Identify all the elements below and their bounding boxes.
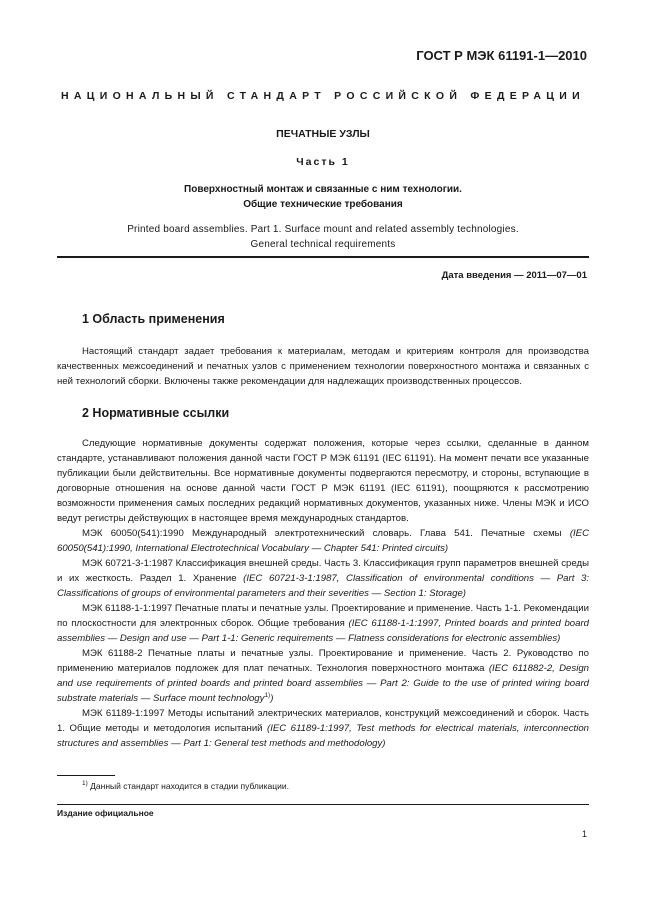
- document-subtitle: [57, 182, 589, 212]
- edition-divider: [57, 804, 589, 805]
- national-standard-line: НАЦИОНАЛЬНЫЙ СТАНДАРТ РОССИЙСКОЙ ФЕДЕРАЦИИ: [61, 90, 585, 102]
- reference-item: [57, 646, 589, 706]
- section-2-intro: Следующие нормативные документы содержат положения, которые через ссылки, сделанные в данном стандарте, устанавливают положения данной части ГОСТ Р МЭК 61191 (IEC 61191). На момент печати все указанные публикации были действительны. Все нормативные документы подвергаются пересмотру, и стороны, вступающие в договорные отношения на основе данной части ГОСТ Р МЭК 61191 (IEC 61191), поощряются к рассмотрению возможности применения самых последних редакций нормативных документов, указанных ниже. Члены МЭК и ИСО ведут регистры действующих в настоящее время международных стандартов.: [57, 438, 589, 524]
- english-title-line-1: Printed board assemblies. Part 1. Surface mount and related assembly technologies.: [127, 224, 519, 235]
- edition-label: Издание официальное: [57, 808, 154, 818]
- footnote: [82, 781, 289, 791]
- english-title: [57, 222, 589, 252]
- footnote-divider: [57, 775, 115, 776]
- reference-ru: МЭК 61188-1-1:1997 Печатные платы и печатные узлы. Проектирование и применение. Часть 1-1. Рекомендации по плоскостности для электронных сборок. Общие требования: [57, 603, 589, 629]
- section-1-heading: 1 Область применения: [82, 312, 225, 326]
- reference-ru: МЭК 61188-2 Печатные платы и печатные узлы. Проектирование и применение. Часть 2. Руководство по применению материалов подложек для плат печатных. Технология поверхностного монтажа: [57, 648, 589, 674]
- reference-en: (IEC 611882-2, Design and use requirements of printed boards and printed board assemblies — Part 2: Guide to the use of printed wiring board substrate materials — Surface mount technology: [57, 663, 589, 704]
- reference-item: [57, 526, 589, 556]
- footnote-marker: 1): [264, 691, 271, 699]
- reference-item: [57, 556, 589, 601]
- reference-item: [57, 706, 589, 751]
- reference-en: (IEC 60050(541):1990, International Electrotechnical Vocabulary — Chapter 541: Printed circuits): [57, 528, 589, 554]
- reference-en: (IEC 60721-3-1:1987, Classification of environmental conditions — Part 3: Classifications of groups of environmental parameters and their severities — Section 1: Storage): [57, 573, 590, 599]
- section-1-body: [57, 344, 589, 389]
- reference-ru: МЭК 60721-3-1:1987 Классификация внешней среды. Часть 3. Классификация групп параметров внешней среды и их жесткость. Раздел 1. Хранение: [57, 558, 589, 584]
- standard-code: ГОСТ Р МЭК 61191-1—2010: [416, 48, 587, 63]
- reference-en: (IEC 61188-1-1:1997, Printed boards and printed board assemblies — Design and use — Part 1-1: Generic requirements — Flatness considerations for electronic assemblies): [57, 618, 589, 644]
- subtitle-line-1: Поверхностный монтаж и связанные с ним технологии.: [184, 184, 462, 195]
- title-divider: [57, 256, 589, 258]
- page-number: 1: [581, 829, 587, 839]
- document-title: ПЕЧАТНЫЕ УЗЛЫ: [276, 128, 370, 140]
- reference-close: ): [270, 693, 274, 704]
- section-2-body: [57, 436, 589, 751]
- section-2-heading: 2 Нормативные ссылки: [82, 406, 230, 420]
- part-label: Часть 1: [296, 156, 350, 168]
- footnote-mark: 1): [82, 780, 88, 788]
- english-title-line-2: General technical requirements: [250, 239, 396, 250]
- introduction-date: Дата введения — 2011—07—01: [441, 270, 587, 281]
- reference-ru: МЭК 60050(541):1990 Международный электротехнический словарь. Глава 541. Печатные схемы: [82, 528, 570, 539]
- reference-en: (IEC 61189-1:1997, Test methods for electrical materials, interconnection structures and assemblies — Part 1: General test methods and methodology): [57, 723, 589, 749]
- reference-ru: МЭК 61189-1:1997 Методы испытаний электрических материалов, конструкций межсоединений и сборок. Часть 1. Общие методы и методология испытаний: [57, 708, 589, 734]
- footnote-text: Данный стандарт находится в стадии публикации.: [87, 781, 289, 791]
- subtitle-line-2: Общие технические требования: [243, 199, 403, 210]
- reference-item: [57, 601, 589, 646]
- section-1-paragraph: Настоящий стандарт задает требования к материалам, методам и критериям контроля для производства качественных межсоединений и печатных узлов с применением технологии поверхностного монтажа и связанных с ней технологий сборки. Включены также рекомендации для надлежащих производственных процессов.: [57, 346, 589, 387]
